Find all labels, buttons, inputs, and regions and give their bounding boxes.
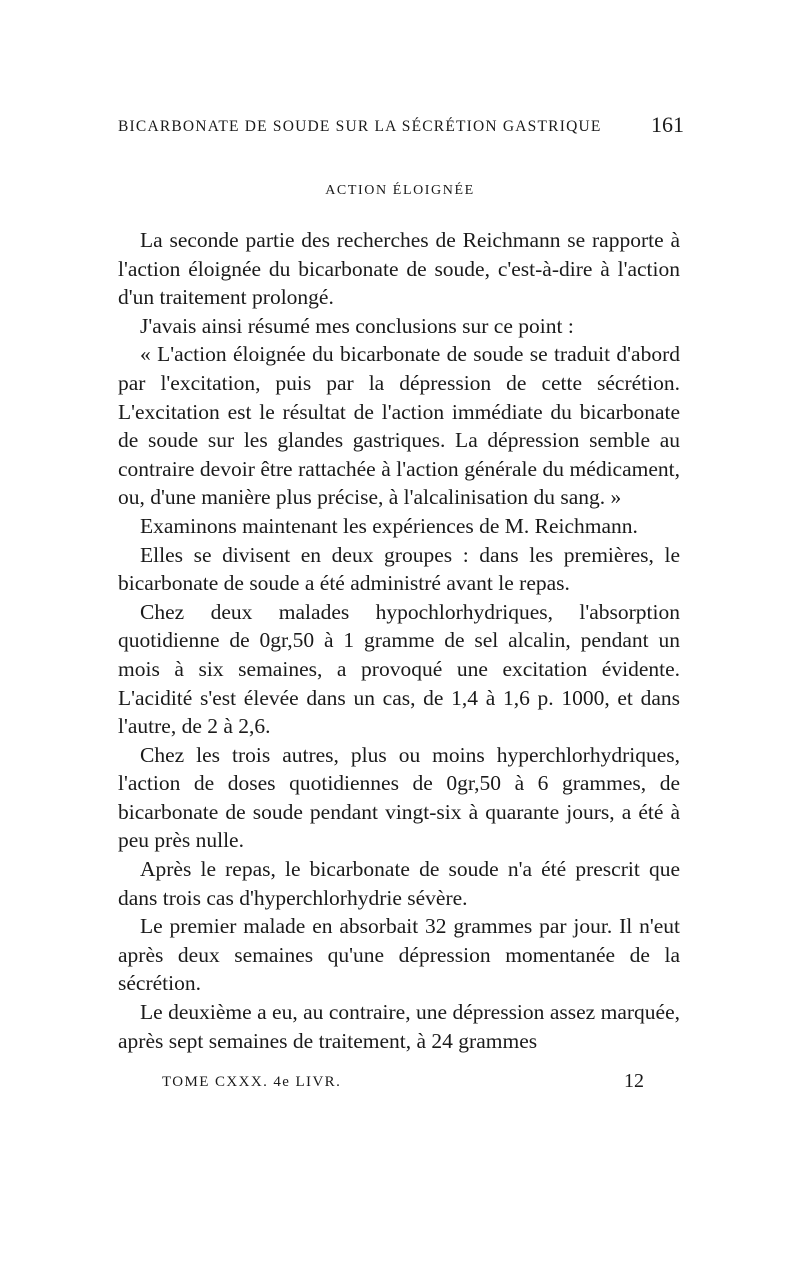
page-number: 161 [651, 112, 684, 137]
paragraph-1: La seconde partie des recherches de Reichmann se rapporte à l'action éloignée du bicarbonate de soude, c'est-à-dire à l'action d'un traitement prolongé. [118, 228, 680, 310]
paragraph-2: J'avais ainsi résumé mes conclusions sur ce point : [140, 313, 574, 338]
body-text [118, 226, 680, 1055]
running-title: BICARBONATE DE SOUDE SUR LA SÉCRÉTION GASTRIQUE [118, 118, 602, 135]
paragraph-6: Chez deux malades hypochlorhydriques, l'absorption quotidienne de 0gr,50 à 1 gramme de sel alcalin, pendant un mois à six semaines, a provoqué une excitation évidente. L'acidité s'est élevée dans un cas, de 1,4 à 1,6 p. 1000, et dans l'autre, de 2 à 2,6. [118, 599, 680, 739]
section-title: ACTION ÉLOIGNÉE [325, 183, 475, 198]
running-head [118, 114, 684, 142]
page-footer [162, 1070, 644, 1100]
paragraph-7: Chez les trois autres, plus ou moins hyperchlorhydriques, l'action de doses quotidiennes de 0gr,50 à 6 grammes, de bicarbonate de soude pendant vingt-six à quarante jours, a été à peu près nulle. [118, 742, 680, 853]
paragraph-10: Le deuxième a eu, au contraire, une dépression assez marquée, après sept semaines de traitement, à 24 grammes [118, 1000, 680, 1053]
volume-signature: TOME CXXX. 4e LIVR. [162, 1074, 342, 1090]
paragraph-5: Elles se divisent en deux groupes : dans les premières, le bicarbonate de soude a été administré avant le repas. [118, 542, 680, 596]
paragraph-4: Examinons maintenant les expériences de M. Reichmann. [140, 513, 638, 538]
sheet-number: 12 [624, 1070, 644, 1092]
paragraph-9: Le premier malade en absorbait 32 grammes par jour. Il n'eut après deux semaines qu'une dépression momentanée de la sécrétion. [118, 914, 680, 996]
paragraph-8: Après le repas, le bicarbonate de soude n'a été prescrit que dans trois cas d'hyperchlorhydrie sévère. [118, 857, 680, 910]
paragraph-3-quotation: « L'action éloignée du bicarbonate de soude se traduit d'abord par l'excitation, puis par la dépression de cette sécrétion. L'excitation est le résultat de l'action immédiate du bicarbonate de soude sur les glandes gastriques. La dépression semble au contraire devoir être rattachée à l'action générale du médicament, ou, d'une manière plus précise, à l'alcalinisation du sang. » [118, 342, 680, 510]
